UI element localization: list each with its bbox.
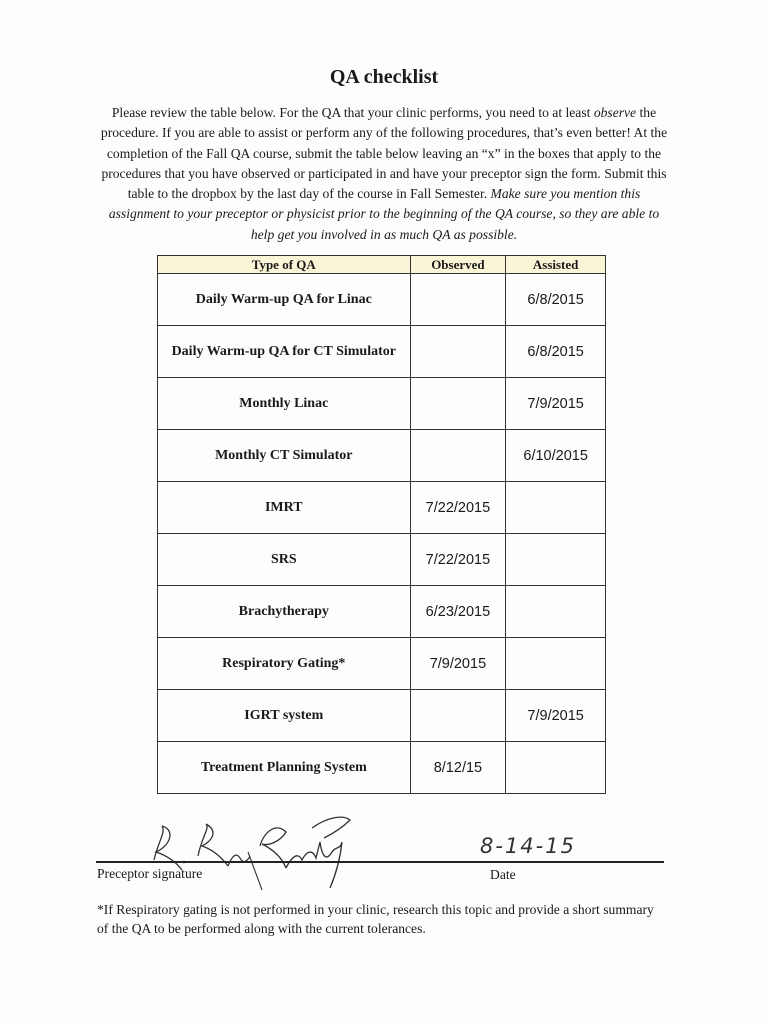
instructions-italic-note: Make sure you mention this assignment to your preceptor or physicist prior to the beginning of the QA course, so they are able to help get you involved in as much QA as possible. [108, 186, 660, 242]
qa-type-cell: IGRT system [158, 690, 411, 742]
header-observed: Observed [410, 256, 506, 274]
assisted-cell[interactable] [506, 482, 606, 534]
assisted-cell[interactable]: 6/8/2015 [506, 274, 606, 326]
observed-cell[interactable]: 7/9/2015 [410, 638, 506, 690]
footnote: *If Respiratory gating is not performed in your clinic, research this topic and provide a short summary of the QA to be performed along with the current tolerances. [97, 902, 654, 936]
instructions-text-1: Please review the table below. For the QA that your clinic performs, you need to at least [111, 105, 594, 120]
signature-line [96, 861, 664, 863]
observed-cell[interactable] [410, 378, 506, 430]
assisted-cell[interactable] [506, 742, 606, 794]
table-row [158, 482, 606, 534]
table-header-row [158, 256, 606, 274]
header-assisted: Assisted [506, 256, 606, 274]
qa-type-cell: IMRT [158, 482, 411, 534]
table-row [158, 274, 606, 326]
qa-type-cell: Monthly CT Simulator [158, 430, 411, 482]
page-title: QA checklist [329, 66, 439, 88]
instructions-text-2: the procedure. If you are able to assist or perform any of the following procedures, that’s even better! At the completion of the Fall QA course, submit the table below leaving an “x” in the boxes that apply to the procedures that you have observed or participated in and have your preceptor sign the form. Submit this table to the dropbox by the last day of the course in Fall Semester. [100, 105, 668, 202]
table-row [158, 430, 606, 482]
qa-type-cell: Brachytherapy [158, 586, 411, 638]
assisted-cell[interactable]: 7/9/2015 [506, 690, 606, 742]
qa-type-cell: Daily Warm-up QA for Linac [158, 274, 411, 326]
qa-type-cell: Daily Warm-up QA for CT Simulator [158, 326, 411, 378]
table-row [158, 534, 606, 586]
header-type-of-qa: Type of QA [158, 256, 411, 274]
observed-cell[interactable]: 6/23/2015 [410, 586, 506, 638]
observed-cell[interactable] [410, 690, 506, 742]
instructions-emphasis: observe [593, 105, 637, 120]
preceptor-signature-label: Preceptor signature [97, 866, 203, 881]
qa-type-cell: Treatment Planning System [158, 742, 411, 794]
table-row [158, 638, 606, 690]
observed-cell[interactable] [410, 326, 506, 378]
table-row [158, 690, 606, 742]
table-row [158, 326, 606, 378]
assisted-cell[interactable] [506, 586, 606, 638]
assisted-cell[interactable]: 7/9/2015 [506, 378, 606, 430]
date-label: Date [490, 867, 516, 882]
observed-cell[interactable] [410, 430, 506, 482]
assisted-cell[interactable]: 6/8/2015 [506, 326, 606, 378]
table-row [158, 378, 606, 430]
handwritten-date: 8-14-15 [480, 834, 576, 858]
assisted-cell[interactable] [506, 638, 606, 690]
qa-type-cell: Monthly Linac [158, 378, 411, 430]
qa-type-cell: SRS [158, 534, 411, 586]
instructions-paragraph [98, 103, 670, 245]
observed-cell[interactable]: 7/22/2015 [410, 482, 506, 534]
assisted-cell[interactable] [506, 534, 606, 586]
table-row [158, 742, 606, 794]
assisted-cell[interactable]: 6/10/2015 [506, 430, 606, 482]
observed-cell[interactable] [410, 274, 506, 326]
observed-cell[interactable]: 8/12/15 [410, 742, 506, 794]
qa-type-cell: Respiratory Gating* [158, 638, 411, 690]
table-row [158, 586, 606, 638]
qa-table [157, 255, 606, 794]
observed-cell[interactable]: 7/22/2015 [410, 534, 506, 586]
